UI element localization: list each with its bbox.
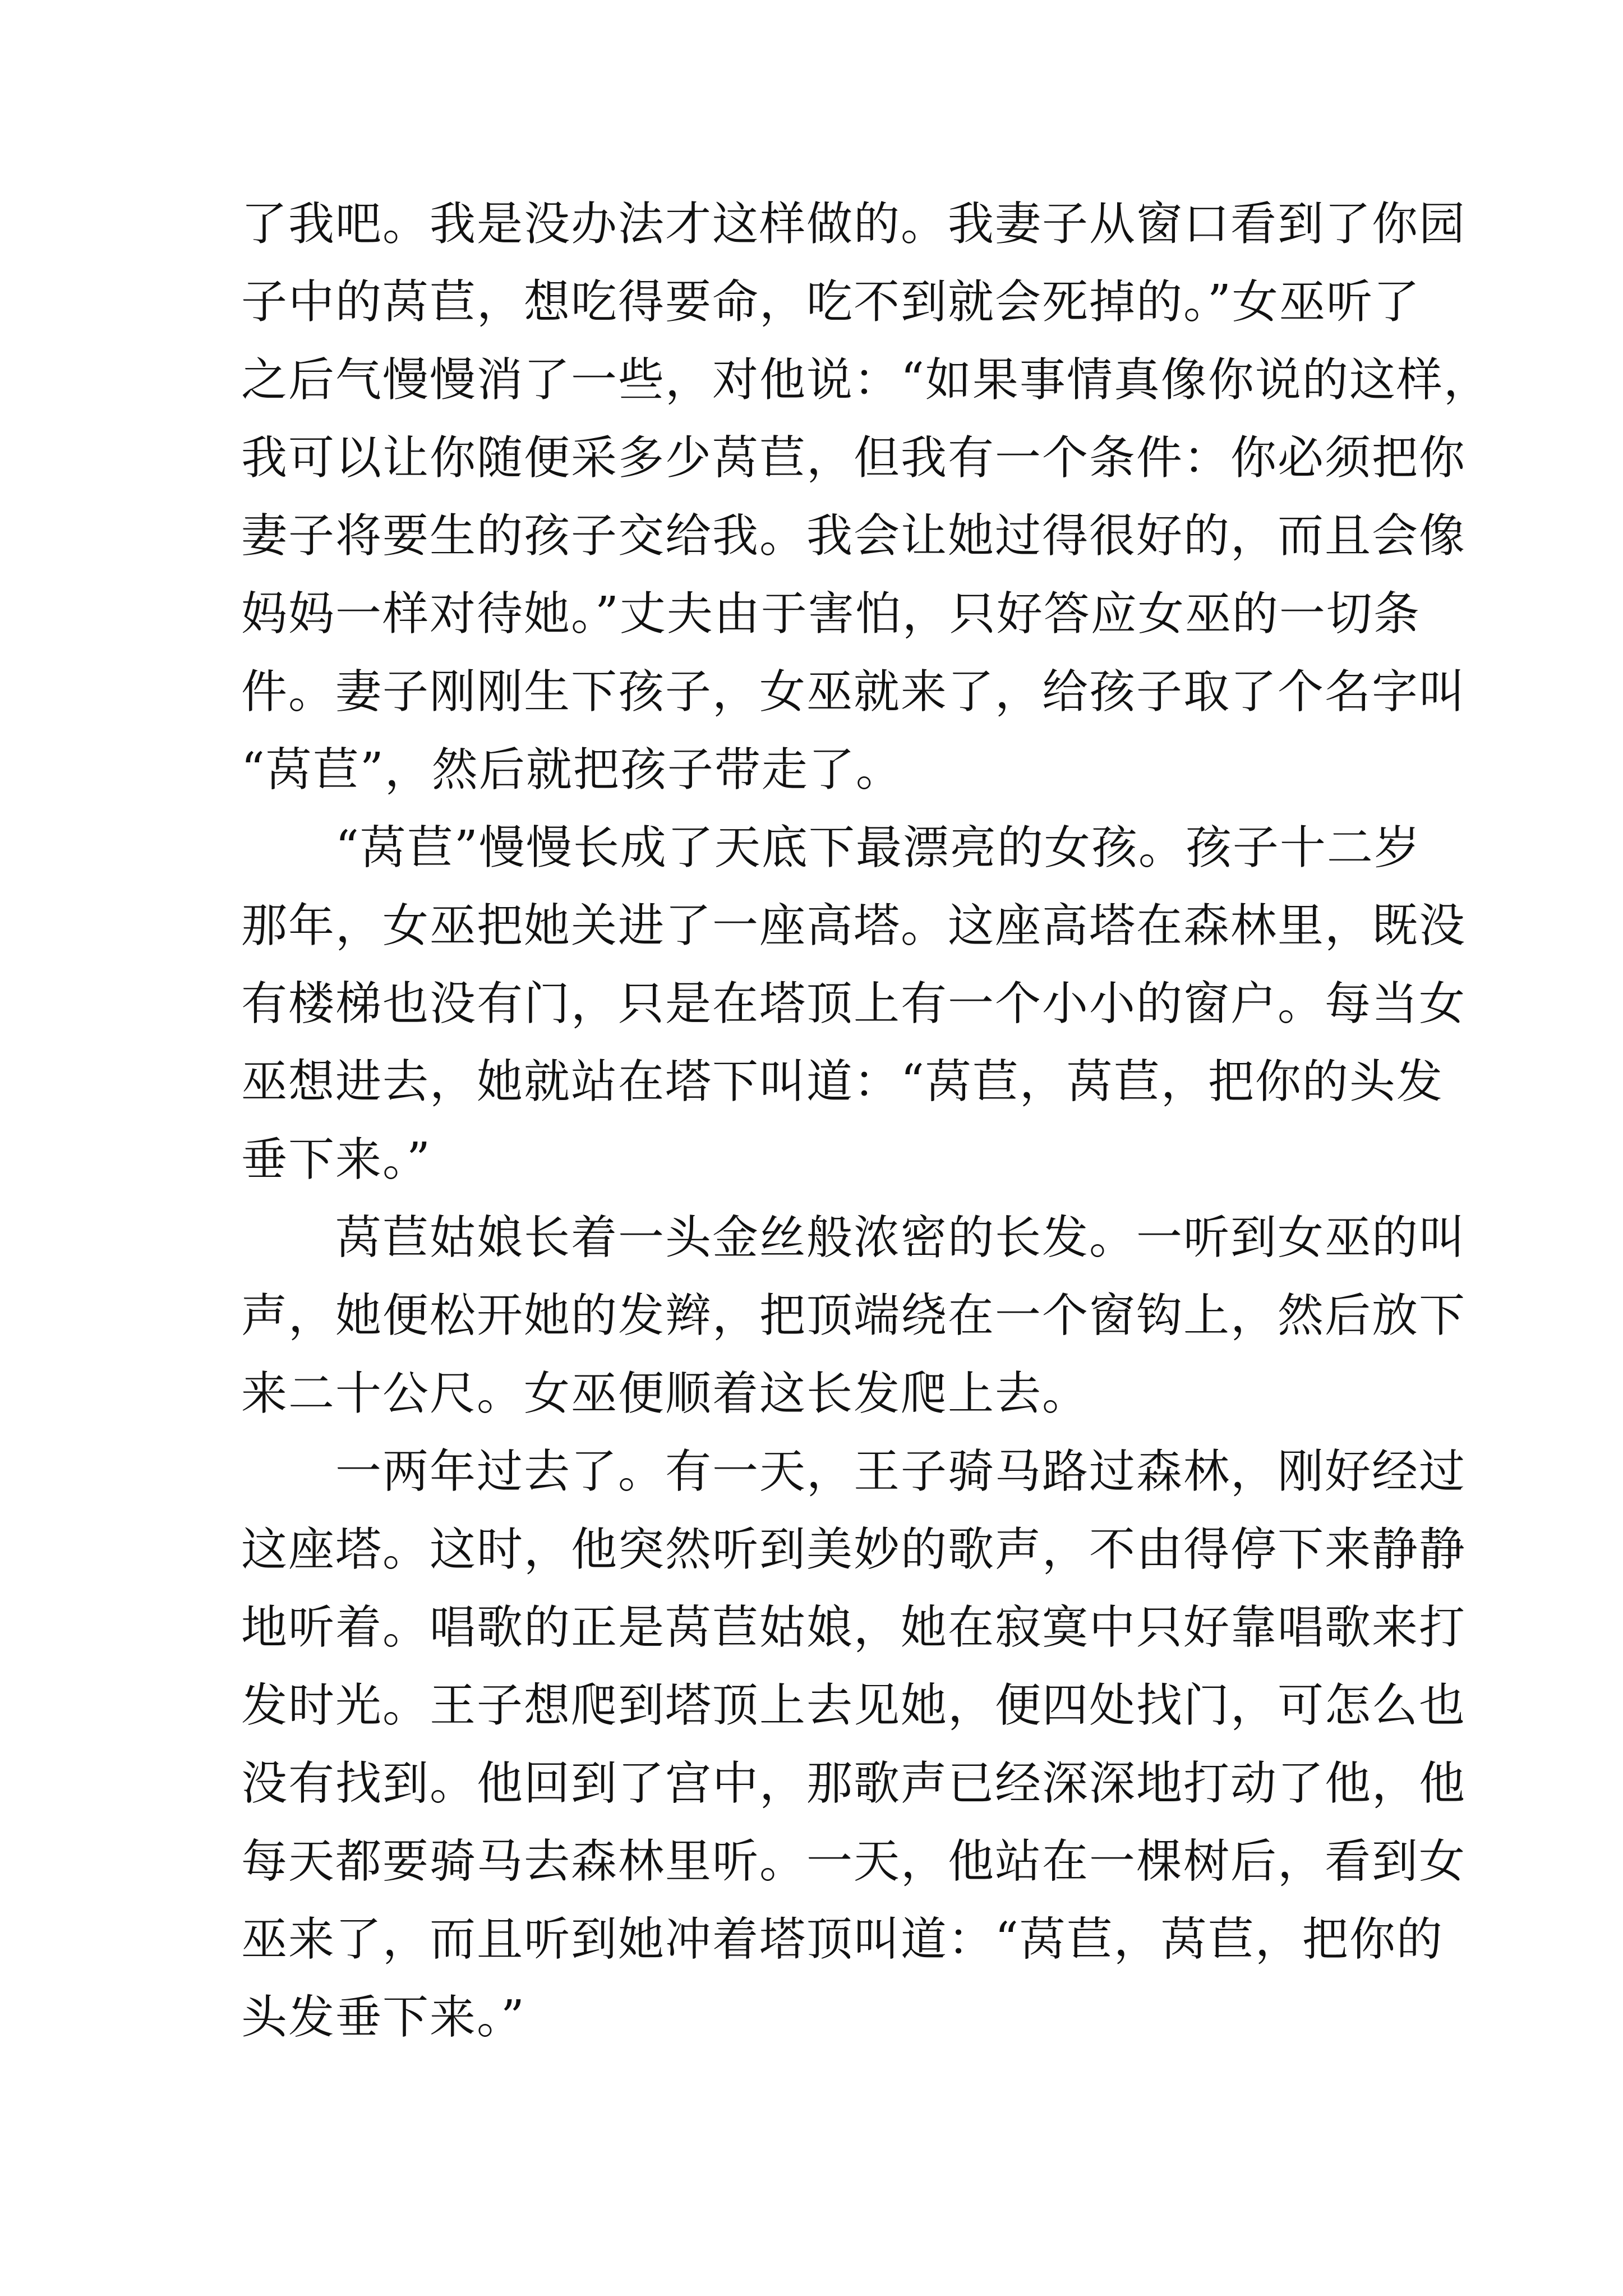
text-line: 件。妻子刚刚生下孩子，女巫就来了，给孩子取了个名字叫: [241, 665, 1467, 719]
story-text: [241, 185, 1491, 2056]
text-line: 每天都要骑马去森林里听。一天，他站在一棵树后，看到女: [241, 1835, 1467, 1888]
text-line: 一两年过去了。有一天，王子骑马路过森林，刚好经过: [241, 1445, 1467, 1498]
text-line: 有楼梯也没有门，只是在塔顶上有一个小小的窗户。每当女: [241, 977, 1467, 1030]
text-line: 来二十公尺。女巫便顺着这长发爬上去。: [241, 1367, 1090, 1420]
text-line: 地听着。唱歌的正是莴苣姑娘，她在寂寞中只好靠唱歌来打: [241, 1601, 1467, 1654]
paragraph-1: [241, 185, 1491, 809]
text-line: 没有找到。他回到了宫中，那歌声已经深深地打动了他，他: [241, 1757, 1467, 1810]
text-line: 这座塔。这时，他突然听到美妙的歌声，不由得停下来静静: [241, 1523, 1467, 1576]
text-line: 之后气慢慢消了一些，对他说：“如果事情真像你说的这样，: [241, 353, 1491, 407]
text-line: “莴苣”，然后就把孩子带走了。: [241, 743, 903, 797]
text-line: 那年，女巫把她关进了一座高塔。这座高塔在森林里，既没: [241, 899, 1467, 953]
text-line: 子中的莴苣，想吃得要命，吃不到就会死掉的。”女巫听了: [241, 275, 1421, 329]
text-line: 巫想进去，她就站在塔下叫道：“莴苣，莴苣，把你的头发: [241, 1055, 1444, 1108]
text-line: 声，她便松开她的发辫，把顶端绕在一个窗钩上，然后放下: [241, 1289, 1467, 1342]
paragraph-2: [241, 809, 1467, 1199]
text-line: 发时光。王子想爬到塔顶上去见她，便四处找门，可怎么也: [241, 1679, 1467, 1732]
text-line: 莴苣姑娘长着一头金丝般浓密的长发。一听到女巫的叫: [241, 1211, 1467, 1264]
text-line: “莴苣”慢慢长成了天底下最漂亮的女孩。孩子十二岁: [241, 821, 1421, 875]
text-line: 垂下来。”: [241, 1133, 431, 1186]
paragraph-4: [241, 1433, 1467, 2056]
text-line: 头发垂下来。”: [241, 1991, 525, 2044]
text-line: 妻子将要生的孩子交给我。我会让她过得很好的，而且会像: [241, 509, 1467, 563]
paragraph-3: [241, 1199, 1467, 1433]
text-line: 妈妈一样对待她。”丈夫由于害怕，只好答应女巫的一切条: [241, 587, 1421, 641]
text-line: 了我吧。我是没办法才这样做的。我妻子从窗口看到了你园: [241, 197, 1467, 251]
text-line: 我可以让你随便采多少莴苣，但我有一个条件：你必须把你: [241, 431, 1467, 485]
text-line: 巫来了，而且听到她冲着塔顶叫道：“莴苣，莴苣，把你的: [241, 1913, 1444, 1966]
